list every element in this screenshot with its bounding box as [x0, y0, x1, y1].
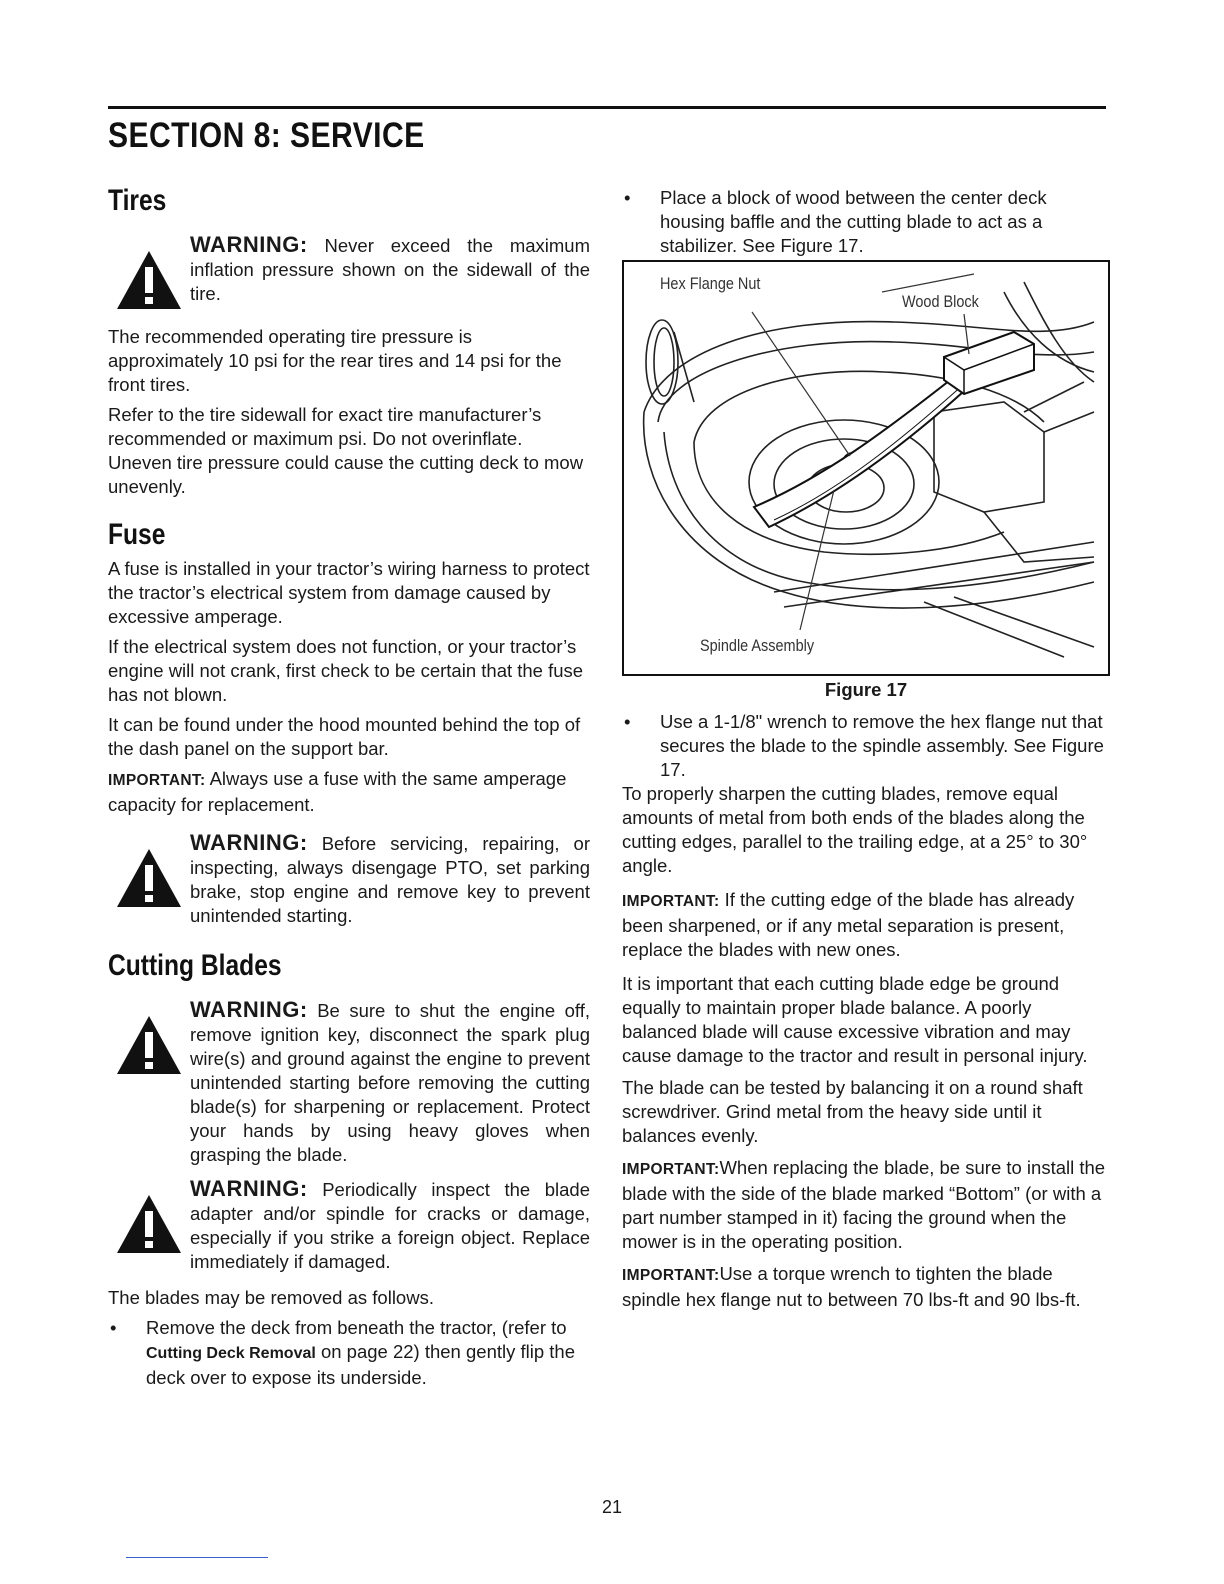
- fuse-warning-body: Before servicing, repairing, or inspecting, always disengage PTO, set parking brake, stop engine and remove key to prevent unintended starting.: [190, 833, 590, 926]
- important-torque-text: Use a torque wrench to tighten the blade spindle hex flange nut to between 70 lbs-ft and 90 lbs-ft.: [622, 1263, 1081, 1310]
- tires-warning: [108, 233, 590, 311]
- bullet-remove-deck: [108, 1316, 590, 1390]
- important-sharpened-note: [622, 888, 1110, 962]
- bullet-remove-nut: [622, 710, 1110, 782]
- bullet-remove-nut-text: Use a 1-1/8" wrench to remove the hex flange nut that secures the blade to the spindle assembly. See Figure 17.: [660, 711, 1104, 780]
- blades-warning-2: [108, 1177, 590, 1274]
- blades-warning-1-text: [190, 998, 590, 1167]
- cutting-blades-heading: Cutting Blades: [108, 949, 282, 982]
- fuse-intro-paragraph: A fuse is installed in your tractor’s wiring harness to protect the tractor’s electrical system from damage caused by excessive amperage.: [108, 558, 590, 627]
- bullet-text-b: on page 22) then gently flip the deck over to expose its underside.: [146, 1341, 576, 1388]
- warning-triangle-icon: [108, 847, 190, 909]
- callout-hex-flange-nut: Hex Flange Nut: [660, 274, 761, 293]
- important-replace-note: [622, 1156, 1110, 1254]
- fuse-warning: [108, 831, 590, 928]
- blades-warning-1-body: Be sure to shut the engine off, remove ignition key, disconnect the spark plug wire(s) and ground against the engine to prevent unintended starting before removing the cutting blade(s) for sharpening or replacement. Protect your hands by using heavy gloves when grasping the blade.: [190, 1000, 591, 1165]
- tires-warning-text: [190, 233, 590, 306]
- fuse-heading: Fuse: [108, 518, 166, 551]
- warning-triangle-icon: [108, 1193, 190, 1255]
- footer-line: [126, 1557, 268, 1558]
- important-replace-text: When replacing the blade, be sure to install the blade with the side of the blade marked “Bottom” (or with a part number stamped in it) facing the ground when the mower is in the operating position.: [622, 1157, 1106, 1252]
- warning-label: WARNING:: [190, 232, 308, 257]
- important-label: IMPORTANT:: [622, 1161, 720, 1178]
- page-number: 21: [601, 1497, 623, 1517]
- fuse-important-text: Always use a fuse with the same amperage capacity for replacement.: [108, 768, 567, 815]
- important-label: IMPORTANT:: [622, 1267, 720, 1284]
- important-label: IMPORTANT:: [108, 772, 206, 789]
- warning-label: WARNING:: [190, 1176, 308, 1201]
- bullet-remove-deck-text: [146, 1316, 590, 1390]
- balance-paragraph: It is important that each cutting blade edge be ground equally to maintain proper blade balance. A poorly balanced blade will cause excessive vibration and may cause damage to the tractor and result in personal injury.: [622, 973, 1088, 1066]
- tires-sidewall-paragraph: Refer to the tire sidewall for exact tire manufacturer’s recommended or maximum psi. Do not overinflate. Uneven tire pressure could cause the cutting deck to mow unevenly.: [108, 404, 584, 497]
- warning-triangle-icon: [108, 249, 190, 311]
- figure-17: [622, 260, 1110, 676]
- important-torque-note: [622, 1262, 1110, 1312]
- section-title: SECTION 8: SERVICE: [108, 116, 425, 155]
- cross-reference-link[interactable]: Cutting Deck Removal: [146, 1345, 316, 1362]
- blades-warning-2-body: Periodically inspect the blade adapter and/or spindle for cracks or damage, especially if you strike a foreign object. Replace immediately if damaged.: [190, 1179, 591, 1272]
- bullet-dot: •: [110, 1317, 117, 1338]
- sharpen-paragraph: To properly sharpen the cutting blades, remove equal amounts of metal from both ends of the blades along the cutting edges, parallel to the trailing edge, at a 25° to 30° angle.: [622, 783, 1088, 876]
- blades-warning-1: [108, 998, 590, 1167]
- fuse-check-paragraph: If the electrical system does not function, or your tractor’s engine will not crank, first check to be certain that the fuse has not blown.: [108, 636, 584, 705]
- warning-label: WARNING:: [190, 830, 308, 855]
- callout-wood-block: Wood Block: [902, 292, 979, 311]
- right-column: [622, 186, 1110, 1312]
- tires-warning-body: Never exceed the maximum inflation pressure shown on the sidewall of the tire.: [190, 235, 591, 304]
- fuse-location-paragraph: It can be found under the hood mounted behind the top of the dash panel on the support bar.: [108, 714, 581, 759]
- tires-pressure-paragraph: The recommended operating tire pressure is approximately 10 psi for the rear tires and 14 psi for the front tires.: [108, 326, 562, 395]
- tires-heading: Tires: [108, 184, 167, 217]
- callout-spindle-assembly: Spindle Assembly: [700, 636, 815, 655]
- bullet-text-a: Remove the deck from beneath the tractor, (refer to: [146, 1317, 567, 1338]
- blades-intro-paragraph: The blades may be removed as follows.: [108, 1287, 434, 1308]
- fuse-important-note: [108, 767, 590, 817]
- deck-underside-illustration: [624, 262, 1108, 674]
- bullet-dot: •: [624, 711, 631, 732]
- bullet-wood-block: [622, 186, 1110, 258]
- important-label: IMPORTANT:: [622, 893, 720, 910]
- warning-label: WARNING:: [190, 997, 308, 1022]
- bullet-wood-block-text: Place a block of wood between the center deck housing baffle and the cutting blade to act as a stabilizer. See Figure 17.: [660, 187, 1047, 256]
- bullet-dot: •: [624, 187, 631, 208]
- warning-triangle-icon: [108, 1014, 190, 1076]
- top-rule: [108, 106, 1106, 109]
- left-column: [108, 183, 590, 1390]
- important-sharpened-text: If the cutting edge of the blade has already been sharpened, or if any metal separation is present, replace the blades with new ones.: [622, 889, 1075, 960]
- fuse-warning-text: [190, 831, 590, 928]
- blades-warning-2-text: [190, 1177, 590, 1274]
- figure-caption: Figure 17: [824, 679, 908, 700]
- test-balance-paragraph: The blade can be tested by balancing it on a round shaft screwdriver. Grind metal from the heavy side until it balances evenly.: [622, 1077, 1083, 1146]
